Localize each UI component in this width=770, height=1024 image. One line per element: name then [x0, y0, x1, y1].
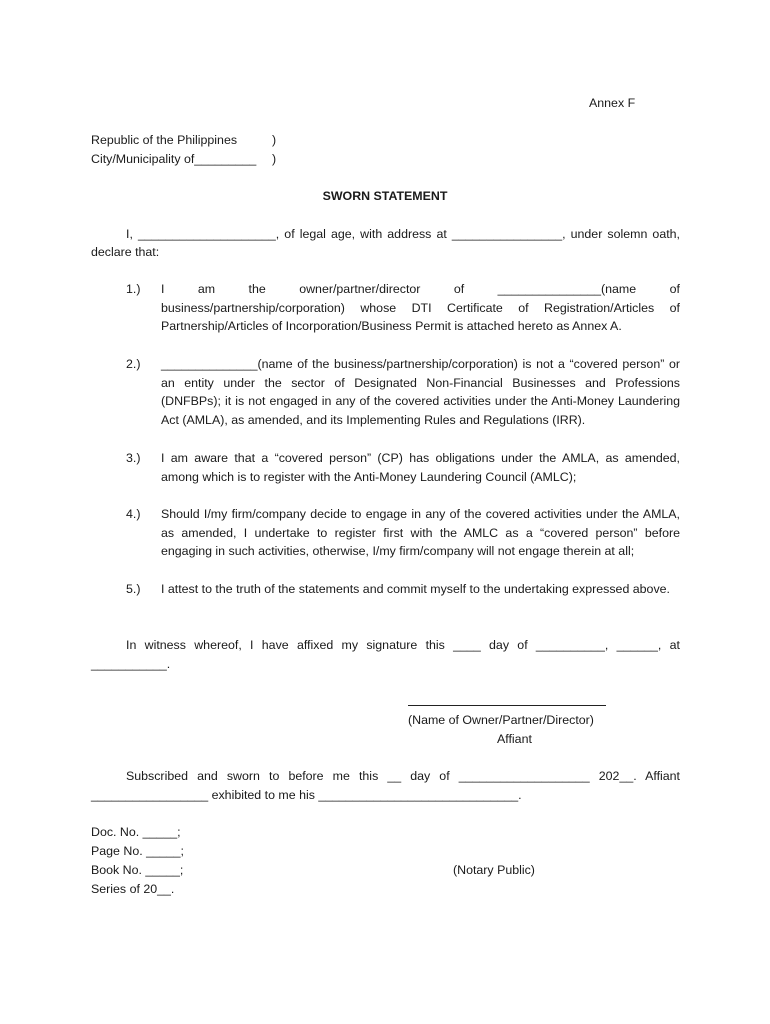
- item-text: I attest to the truth of the statements and commit myself to the undertaking expressed above.: [161, 582, 670, 596]
- venue-republic: Republic of the Philippines: [91, 133, 238, 147]
- venue-paren-2: ): [272, 152, 277, 166]
- word: of: [453, 282, 465, 296]
- word: I: [161, 282, 165, 296]
- venue-paren-1: ): [272, 133, 277, 147]
- item-text: [161, 280, 680, 336]
- series: Series of 20__.: [91, 882, 175, 896]
- word: _______________(name: [497, 282, 637, 296]
- witness-line-1: In witness whereof, I have affixed my signature this ____ day of __________, ______, at: [126, 638, 680, 652]
- item-text: ______________(name of the business/partnership/corporation) is not a “covered person” or an entity under the sector of Designated Non-Financial Businesses and Professions (DNFBPs); it is not engaged in any of the covered activities under the Anti-Money Laundering Act (AMLA), as amended, and its Implementing Rules and Regulations (IRR).: [161, 357, 680, 427]
- item-1-first-line: [161, 280, 680, 299]
- annex-label: Annex F: [589, 96, 636, 110]
- affiant-name-label: (Name of Owner/Partner/Director): [408, 713, 594, 727]
- item-text: I am aware that a “covered person” (CP) has obligations under the AMLA, as amended, among which is to register with the Anti-Money Laundering Council (AMLC);: [161, 451, 680, 484]
- intro-line-2: declare that:: [91, 245, 160, 259]
- intro-line-1: I, ____________________, of legal age, with address at ________________, under solemn oath,: [126, 227, 680, 241]
- notary-public-label: (Notary Public): [453, 863, 535, 877]
- jurat-line-2: _________________ exhibited to me his _____________________________.: [91, 788, 522, 802]
- book-no: Book No. _____;: [91, 863, 184, 877]
- witness-line-2: ___________.: [91, 657, 171, 671]
- word: am: [197, 282, 216, 296]
- affiant-role: Affiant: [497, 732, 532, 746]
- item-1-rest: business/partnership/corporation) whose DTI Certificate of Registration/Articles of Partnership/Articles of Incorporation/Business Permit is attached hereto as Annex A.: [161, 300, 680, 334]
- page-no: Page No. _____;: [91, 844, 185, 858]
- item-number: 3.): [126, 451, 141, 465]
- item-text: Should I/my firm/company decide to engage in any of the covered activities under the AMLA, as amended, I undertake to register first with the AMLC as a “covered person” before engaging in such activities, otherwise, I/my firm/company will not engage therein at all;: [161, 507, 680, 559]
- word: the: [248, 282, 266, 296]
- word: of: [669, 282, 680, 296]
- doc-no: Doc. No. _____;: [91, 825, 181, 839]
- jurat-line-1: Subscribed and sworn to before me this __ day of ___________________ 202__. Affiant: [126, 769, 680, 783]
- word: owner/partner/director: [299, 282, 421, 296]
- item-number: 4.): [126, 507, 141, 521]
- affiant-signature-line: [408, 705, 606, 706]
- item-number: 2.): [126, 357, 141, 371]
- item-number: 5.): [126, 582, 141, 596]
- item-number: 1.): [126, 282, 141, 296]
- venue-city: City/Municipality of_________: [91, 152, 257, 166]
- document-title: SWORN STATEMENT: [322, 189, 448, 203]
